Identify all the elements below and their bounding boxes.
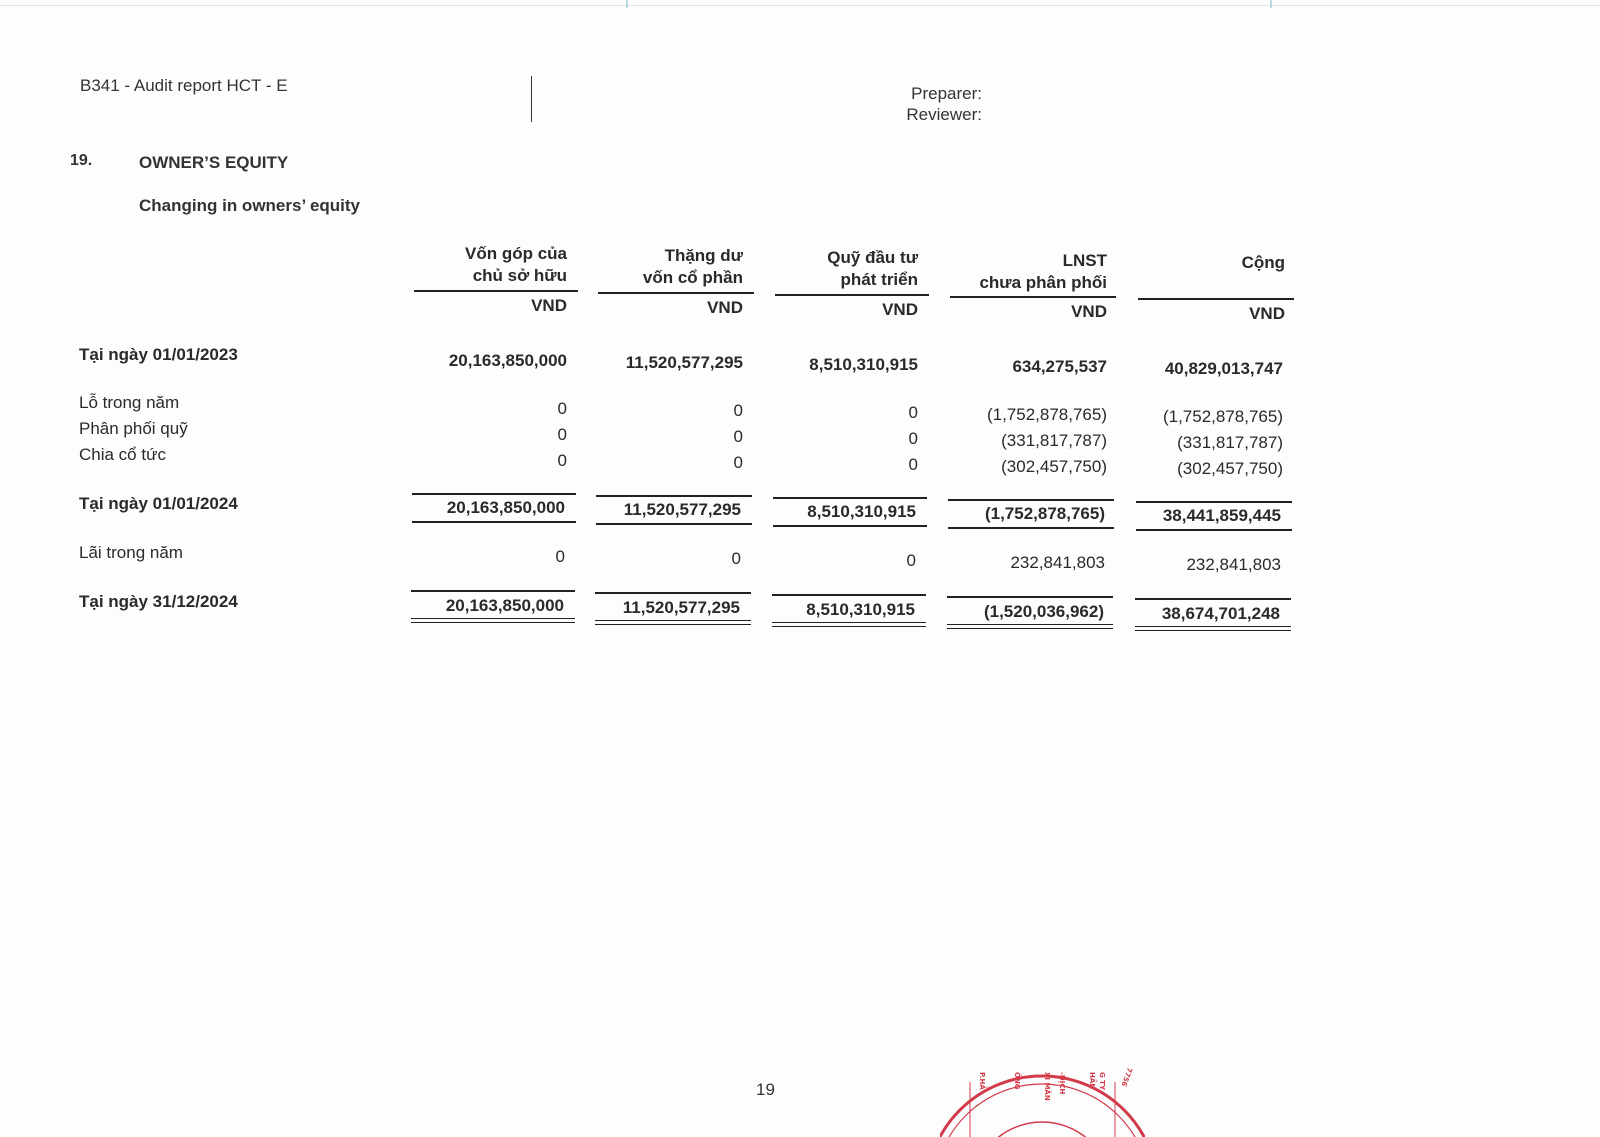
scan-mark xyxy=(626,0,628,8)
document-reference: B341 - Audit report HCT - E xyxy=(80,76,288,95)
table-cell: 0 xyxy=(908,403,918,422)
table-cell: 38,674,701,248 xyxy=(1161,604,1280,623)
preparer-label: Preparer: xyxy=(911,84,982,103)
table-cell: 0 xyxy=(733,427,743,446)
seal-text: 7756 xyxy=(1119,1066,1134,1088)
table-cell: 634,275,537 xyxy=(1012,357,1107,376)
subtotal-rule xyxy=(948,527,1114,529)
table-cell: 0 xyxy=(906,551,916,570)
total-rule xyxy=(1135,598,1291,600)
scan-mark xyxy=(1270,0,1272,8)
unit-label: VND xyxy=(1071,302,1107,321)
header-underline xyxy=(775,294,929,296)
subtotal-rule xyxy=(412,521,576,523)
column-header-line: vốn cổ phần xyxy=(642,268,743,287)
subtotal-rule xyxy=(773,525,927,527)
table-cell: 11,520,577,295 xyxy=(622,598,740,617)
seal-text: P.HẢ xyxy=(978,1072,986,1090)
table-cell: 20,163,850,000 xyxy=(445,596,564,615)
table-cell: (1,752,878,765) xyxy=(1162,407,1283,426)
unit-label: VND xyxy=(531,296,567,315)
double-underline xyxy=(947,624,1113,629)
subtotal-rule xyxy=(412,493,576,495)
company-seal-graphic xyxy=(940,1062,1145,1137)
table-cell: 0 xyxy=(731,549,741,568)
column-header-line: chủ sở hữu xyxy=(472,266,567,285)
scan-top-line xyxy=(0,5,1600,6)
table-cell: (302,457,750) xyxy=(1177,459,1283,478)
table-cell: 38,441,859,445 xyxy=(1162,506,1281,525)
subtotal-rule xyxy=(596,495,752,497)
header-underline xyxy=(598,292,754,294)
header-divider xyxy=(531,76,532,122)
double-underline xyxy=(1135,626,1291,631)
total-rule xyxy=(595,592,751,594)
seal-text: -DỊCH xyxy=(1058,1072,1066,1095)
section-title: OWNER’S EQUITY xyxy=(139,153,289,172)
reviewer-label: Reviewer: xyxy=(906,105,982,124)
subtotal-rule xyxy=(596,523,752,525)
total-rule xyxy=(947,596,1113,598)
double-underline xyxy=(772,622,926,627)
company-seal xyxy=(940,1062,1145,1137)
column-header-capital xyxy=(390,243,567,287)
subtotal-rule xyxy=(948,499,1114,501)
row-label-dividends: Chia cổ tức xyxy=(79,445,166,464)
table-cell: 0 xyxy=(908,455,918,474)
column-header-line: Cộng xyxy=(1241,253,1285,272)
table-cell: 0 xyxy=(733,453,743,472)
table-cell: 0 xyxy=(557,425,567,444)
column-header-line: Vốn góp của xyxy=(465,244,567,263)
subtotal-rule xyxy=(1136,501,1292,503)
row-label-opening-2024: Tại ngày 01/01/2024 xyxy=(79,494,238,513)
table-cell: 0 xyxy=(555,547,565,566)
table-cell: 11,520,577,295 xyxy=(625,353,743,372)
double-underline xyxy=(411,618,575,623)
column-header-line: chưa phân phối xyxy=(979,273,1107,292)
section-subtitle: Changing in owners’ equity xyxy=(139,196,361,215)
table-cell: 20,163,850,000 xyxy=(448,351,567,370)
header-underline xyxy=(1138,298,1294,300)
row-label-closing-2024: Tại ngày 31/12/2024 xyxy=(79,592,238,611)
seal-text: HẦN xyxy=(1088,1072,1096,1090)
unit-label: VND xyxy=(1249,304,1285,323)
column-header-line: Thặng dư xyxy=(664,246,743,265)
table-cell: (331,817,787) xyxy=(1177,433,1283,452)
column-header-development-fund xyxy=(740,247,918,291)
subtotal-rule xyxy=(773,497,927,499)
table-cell: 0 xyxy=(908,429,918,448)
column-header-share-premium xyxy=(560,245,743,289)
table-cell: (1,520,036,962) xyxy=(983,602,1104,621)
column-header-retained-earnings xyxy=(920,250,1107,294)
total-rule xyxy=(411,590,575,592)
table-cell: 20,163,850,000 xyxy=(446,498,565,517)
seal-text: G TY xyxy=(1098,1072,1106,1091)
page-number: 19 xyxy=(756,1080,775,1099)
signoff-labels xyxy=(860,83,982,125)
table-cell: (302,457,750) xyxy=(1001,457,1107,476)
unit-label: VND xyxy=(707,298,743,317)
table-cell: 40,829,013,747 xyxy=(1164,359,1283,378)
seal-text: XI MĂN xyxy=(1043,1072,1051,1101)
column-header-total xyxy=(1110,252,1285,274)
column-header-line: LNST xyxy=(1062,251,1107,270)
table-cell: 0 xyxy=(733,401,743,420)
table-cell: 232,841,803 xyxy=(1010,553,1105,572)
unit-label: VND xyxy=(882,300,918,319)
seal-text: ÔNG xyxy=(1013,1072,1021,1090)
row-label-opening-2023: Tại ngày 01/01/2023 xyxy=(79,345,238,364)
table-cell: (1,752,878,765) xyxy=(984,504,1105,523)
header-underline xyxy=(950,296,1116,298)
table-cell: 0 xyxy=(557,451,567,470)
column-header-line: phát triển xyxy=(840,270,918,289)
row-label-loss: Lỗ trong năm xyxy=(79,393,180,412)
total-rule xyxy=(772,594,926,596)
header-underline xyxy=(414,290,578,292)
table-cell: 0 xyxy=(557,399,567,418)
table-cell: 8,510,310,915 xyxy=(806,600,915,619)
table-cell: 8,510,310,915 xyxy=(809,355,918,374)
row-label-fund-distribution: Phân phối quỹ xyxy=(79,419,188,438)
row-label-profit: Lãi trong năm xyxy=(79,543,183,562)
table-cell: 232,841,803 xyxy=(1186,555,1281,574)
section-number: 19. xyxy=(70,152,93,169)
subtotal-rule xyxy=(1136,529,1292,531)
table-cell: (331,817,787) xyxy=(1001,431,1107,450)
table-cell: (1,752,878,765) xyxy=(986,405,1107,424)
double-underline xyxy=(595,620,751,625)
table-cell: 8,510,310,915 xyxy=(807,502,916,521)
column-header-line: Quỹ đầu tư xyxy=(827,248,918,267)
table-cell: 11,520,577,295 xyxy=(623,500,741,519)
